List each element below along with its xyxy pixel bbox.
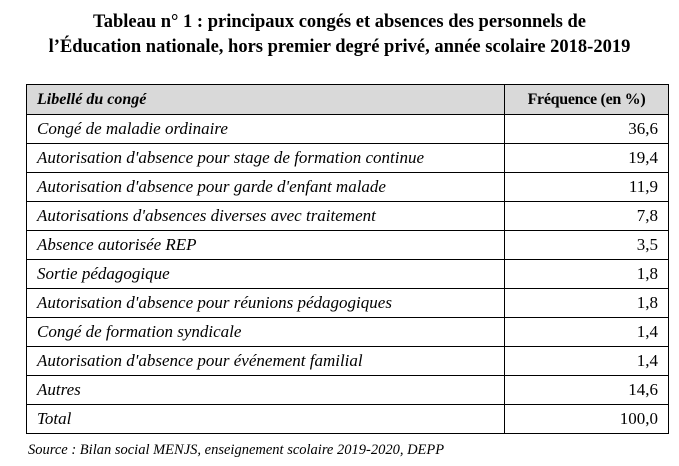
row-frequency: 19,4 bbox=[505, 144, 669, 173]
table-row bbox=[27, 347, 669, 376]
column-header-label: Libellé du congé bbox=[27, 85, 505, 115]
row-frequency: 11,9 bbox=[505, 173, 669, 202]
total-label: Total bbox=[27, 405, 505, 434]
table-row bbox=[27, 231, 669, 260]
row-label: Congé de formation syndicale bbox=[27, 318, 505, 347]
table-title bbox=[0, 10, 679, 60]
table-row bbox=[27, 289, 669, 318]
table-row bbox=[27, 115, 669, 144]
table-body bbox=[27, 115, 669, 434]
table-row bbox=[27, 144, 669, 173]
row-label: Sortie pédagogique bbox=[27, 260, 505, 289]
table-row bbox=[27, 376, 669, 405]
table-row bbox=[27, 202, 669, 231]
table-title-line-2: l’Éducation nationale, hors premier degré privé, année scolaire 2018-2019 bbox=[48, 37, 631, 57]
row-label: Congé de maladie ordinaire bbox=[27, 115, 505, 144]
row-label: Autorisation d'absence pour garde d'enfant malade bbox=[27, 173, 505, 202]
row-label: Absence autorisée REP bbox=[27, 231, 505, 260]
row-label: Autorisation d'absence pour stage de formation continue bbox=[27, 144, 505, 173]
row-frequency: 3,5 bbox=[505, 231, 669, 260]
table-title-line-1: Tableau n° 1 : principaux congés et absences des personnels de bbox=[93, 12, 586, 32]
table-row-total bbox=[27, 405, 669, 434]
table-row bbox=[27, 173, 669, 202]
row-label: Autres bbox=[27, 376, 505, 405]
row-label: Autorisation d'absence pour réunions pédagogiques bbox=[27, 289, 505, 318]
row-label: Autorisations d'absences diverses avec traitement bbox=[27, 202, 505, 231]
row-frequency: 36,6 bbox=[505, 115, 669, 144]
table-header-row bbox=[27, 85, 669, 115]
row-frequency: 7,8 bbox=[505, 202, 669, 231]
source-note: Source : Bilan social MENJS, enseignement scolaire 2019-2020, DEPP bbox=[28, 442, 445, 458]
table-header bbox=[27, 85, 669, 115]
row-frequency: 1,4 bbox=[505, 347, 669, 376]
row-frequency: 1,4 bbox=[505, 318, 669, 347]
table-row bbox=[27, 260, 669, 289]
row-frequency: 1,8 bbox=[505, 289, 669, 318]
table-row bbox=[27, 318, 669, 347]
row-frequency: 14,6 bbox=[505, 376, 669, 405]
column-header-frequency: Fréquence (en %) bbox=[505, 85, 669, 115]
leave-frequency-table bbox=[26, 84, 669, 434]
row-frequency: 1,8 bbox=[505, 260, 669, 289]
row-label: Autorisation d'absence pour événement familial bbox=[27, 347, 505, 376]
total-frequency: 100,0 bbox=[505, 405, 669, 434]
